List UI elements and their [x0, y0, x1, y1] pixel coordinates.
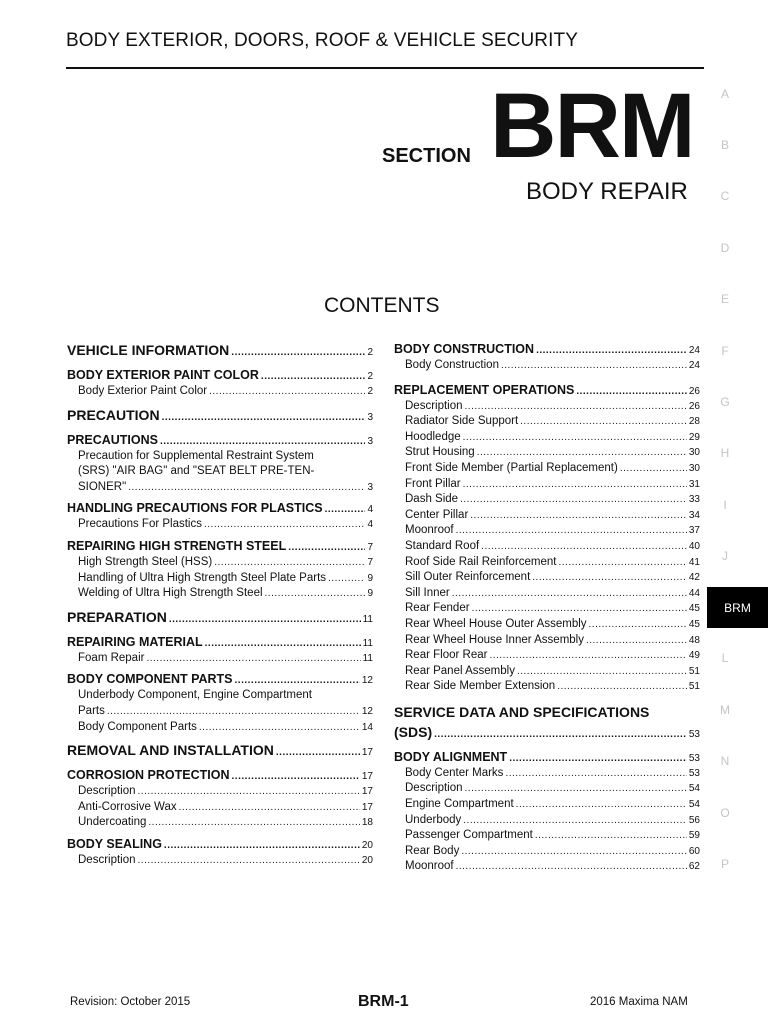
toc-entry[interactable] [394, 680, 700, 696]
index-letter[interactable]: G [720, 395, 730, 409]
toc-page: 2 [367, 347, 373, 358]
dot-leader [434, 724, 687, 740]
toc-page: 37 [688, 525, 700, 537]
toc-page: 59 [688, 830, 700, 842]
dot-leader [328, 572, 365, 584]
toc-label: HANDLING PRECAUTIONS FOR PLASTICS [67, 501, 323, 516]
toc-entry[interactable] [394, 618, 700, 634]
toc-page: 49 [688, 650, 700, 662]
section-code: BRM [490, 75, 694, 177]
dot-leader [164, 837, 360, 851]
toc-entry[interactable] [394, 798, 700, 814]
index-letter[interactable]: E [720, 292, 729, 306]
toc-label: PRECAUTION [67, 406, 160, 423]
toc-label: Description [405, 399, 463, 412]
toc-entry[interactable] [67, 768, 373, 785]
toc-label: Body Exterior Paint Color [78, 385, 208, 397]
toc-page: 3 [367, 481, 373, 493]
index-letter[interactable]: B [720, 138, 729, 152]
dot-leader [460, 493, 687, 505]
toc-entry[interactable] [67, 742, 373, 763]
dot-leader [128, 481, 365, 493]
toc-label: Anti-Corrosive Wax [78, 800, 177, 813]
toc-label: PREPARATION [67, 608, 167, 625]
dot-leader [463, 478, 687, 490]
toc-page: 20 [361, 854, 373, 866]
toc-entry[interactable] [394, 587, 700, 603]
index-letter[interactable]: J [722, 549, 728, 563]
toc-page: 17 [361, 786, 373, 798]
toc-page: 60 [688, 845, 700, 857]
dot-leader [232, 768, 360, 782]
dot-leader [276, 742, 360, 758]
toc-label: BODY COMPONENT PARTS [67, 672, 233, 687]
toc-page: 51 [688, 681, 700, 693]
toc-entry[interactable] [67, 385, 373, 401]
toc-entry[interactable] [394, 649, 700, 665]
toc-label: Roof Side Rail Reinforcement [405, 555, 557, 568]
toc-page: 9 [367, 588, 373, 600]
index-letter[interactable]: N [720, 754, 730, 768]
dot-leader [559, 556, 687, 568]
toc-entry[interactable] [67, 609, 373, 630]
toc-label: Description [78, 785, 136, 798]
toc-entry[interactable] [67, 854, 373, 870]
toc-entry[interactable] [67, 433, 373, 450]
dot-leader [179, 801, 360, 813]
toc-entry[interactable] [394, 767, 700, 783]
toc-entry[interactable] [67, 801, 373, 817]
toc-entry[interactable] [394, 860, 700, 876]
toc-label: VEHICLE INFORMATION [67, 342, 230, 358]
dot-leader [465, 400, 687, 412]
toc-page: 34 [688, 509, 700, 521]
toc-page: 26 [688, 400, 700, 412]
toc-entry[interactable] [67, 672, 373, 689]
dot-leader [509, 750, 687, 764]
toc-right-column [394, 342, 700, 876]
dot-leader [557, 680, 687, 692]
toc-label: Engine Compartment [405, 798, 514, 811]
toc-entry[interactable] [394, 342, 700, 359]
toc-page: 14 [361, 721, 373, 733]
toc-label: REPAIRING MATERIAL [67, 634, 203, 649]
manual-group-title: BODY EXTERIOR, DOORS, ROOF & VEHICLE SECURITY [66, 30, 578, 51]
toc-entry[interactable] [67, 368, 373, 385]
toc-label: REPAIRING HIGH STRENGTH STEEL [67, 538, 287, 553]
toc-label: Rear Panel Assembly [405, 664, 515, 677]
toc-page: 31 [688, 478, 700, 490]
toc-page: 3 [367, 435, 373, 447]
index-letter[interactable]: C [720, 189, 730, 203]
toc-entry[interactable] [394, 602, 700, 618]
toc-label: Rear Wheel House Inner Assembly [405, 633, 584, 646]
toc-page: 54 [688, 783, 700, 795]
dot-leader [214, 556, 365, 568]
toc-page: 11 [362, 637, 373, 649]
toc-left-column [67, 342, 373, 870]
toc-label: Hoodledge [405, 430, 461, 443]
dot-leader [535, 829, 687, 841]
dot-leader [261, 368, 366, 382]
toc-page: 4 [367, 504, 373, 516]
dot-leader [516, 798, 687, 810]
toc-label: Rear Body [405, 844, 460, 857]
toc-entry[interactable] [394, 556, 700, 572]
toc-label: Foam Repair [78, 651, 145, 664]
toc-entry[interactable] [394, 571, 700, 587]
toc-page: 30 [688, 462, 700, 474]
toc-entry[interactable] [67, 652, 373, 668]
dot-leader [162, 407, 366, 423]
toc-entry[interactable] [394, 415, 700, 431]
dot-leader [536, 342, 687, 356]
dot-leader [620, 462, 687, 474]
toc-page: 26 [688, 385, 700, 397]
toc-label: Passenger Compartment [405, 829, 533, 842]
toc-entry[interactable] [394, 383, 700, 400]
toc-page: 2 [367, 386, 373, 397]
toc-entry-line: Precaution for Supplemental Restraint System [78, 449, 314, 462]
toc-label: (SDS) [394, 723, 433, 740]
toc-entry-line: SERVICE DATA AND SPECIFICATIONS [394, 703, 650, 720]
toc-entry[interactable] [394, 782, 700, 798]
toc-page: 24 [688, 360, 700, 371]
index-letter[interactable]: D [720, 241, 730, 255]
toc-entry[interactable] [67, 587, 373, 603]
footer-model: 2016 Maxima NAM [590, 996, 688, 1008]
toc-label: SIONER" [78, 480, 127, 493]
toc-entry[interactable] [394, 462, 700, 478]
toc-entry[interactable] [67, 705, 373, 721]
toc-entry[interactable] [67, 481, 373, 497]
dot-leader [138, 785, 360, 797]
toc-entry[interactable] [67, 785, 373, 801]
toc-entry[interactable] [394, 634, 700, 650]
dot-leader [265, 587, 366, 599]
toc-label: BODY EXTERIOR PAINT COLOR [67, 368, 259, 382]
section-name: BODY REPAIR [526, 178, 688, 205]
toc-label: Front Side Member (Partial Replacement) [405, 461, 618, 474]
toc-label: Moonroof [405, 524, 454, 537]
dot-leader [463, 814, 687, 826]
dot-leader [146, 652, 360, 664]
toc-label: Front Pillar [405, 477, 461, 490]
toc-entry[interactable] [394, 814, 700, 830]
toc-entry[interactable] [394, 665, 700, 681]
toc-page: 12 [361, 705, 373, 717]
toc-page: 53 [688, 767, 700, 779]
toc-label: Precautions For Plastics [78, 518, 202, 531]
toc-page: 51 [688, 665, 700, 677]
dot-leader [532, 571, 687, 583]
dot-leader [461, 845, 687, 857]
dot-leader [470, 509, 687, 521]
section-label: SECTION [382, 145, 471, 167]
dot-leader [231, 342, 365, 358]
active-section-tab[interactable]: BRM [707, 587, 768, 628]
index-letter[interactable]: M [720, 703, 730, 717]
toc-page: 17 [361, 771, 373, 783]
toc-entry-line: Underbody Component, Engine Compartment [78, 689, 312, 702]
dot-leader [481, 540, 687, 552]
side-index [712, 0, 742, 1024]
toc-label: Center Pillar [405, 508, 469, 521]
toc-entry[interactable] [67, 342, 373, 363]
index-letter[interactable]: I [723, 498, 727, 512]
dot-leader [204, 518, 365, 530]
header-rule [66, 67, 704, 69]
toc-entry[interactable] [394, 750, 700, 767]
toc-page: 62 [688, 861, 700, 873]
toc-entry[interactable] [67, 816, 373, 832]
toc-label: Rear Fender [405, 602, 470, 615]
dot-leader [138, 854, 360, 866]
dot-leader [463, 431, 687, 443]
toc-label: Welding of Ultra High Strength Steel [78, 587, 263, 600]
toc-label: Sill Outer Reinforcement [405, 571, 531, 584]
toc-page: 11 [362, 652, 373, 664]
toc-label: Handling of Ultra High Strength Steel Plate Parts [78, 571, 327, 584]
toc-label: Moonroof [405, 860, 454, 873]
contents-heading: CONTENTS [324, 294, 440, 317]
index-letter[interactable]: H [720, 446, 730, 460]
dot-leader [288, 539, 365, 553]
toc-label: Sill Inner [405, 586, 450, 599]
toc-label: Rear Wheel House Outer Assembly [405, 617, 587, 630]
dot-leader [477, 446, 687, 458]
toc-label: High Strength Steel (HSS) [78, 555, 213, 568]
toc-page: 53 [688, 728, 700, 740]
toc-label: BODY SEALING [67, 836, 162, 851]
toc-page: 53 [688, 752, 700, 764]
dot-leader [501, 359, 687, 371]
toc-label: CORROSION PROTECTION [67, 768, 230, 783]
toc-label: Rear Side Member Extension [405, 680, 556, 693]
toc-label: Strut Housing [405, 446, 475, 459]
toc-page: 4 [367, 519, 373, 531]
index-letter[interactable]: F [721, 344, 729, 358]
dot-leader [199, 721, 360, 733]
toc-label: Underbody [405, 813, 462, 826]
toc-entry[interactable] [67, 837, 373, 854]
dot-leader [325, 501, 366, 515]
toc-page: 2 [367, 371, 373, 382]
dot-leader [586, 634, 687, 646]
toc-page: 17 [361, 747, 373, 759]
toc-label: Rear Floor Rear [405, 649, 488, 662]
footer-revision: Revision: October 2015 [70, 996, 191, 1008]
toc-entry[interactable] [394, 540, 700, 556]
dot-leader [148, 816, 359, 828]
dot-leader [456, 860, 687, 872]
toc-label: BODY CONSTRUCTION [394, 342, 535, 356]
toc-entry[interactable] [394, 359, 700, 375]
toc-entry[interactable] [67, 556, 373, 572]
toc-page: 17 [361, 801, 373, 813]
index-letter[interactable]: A [720, 87, 729, 101]
toc-label: Parts [78, 704, 105, 717]
dot-leader [465, 782, 687, 794]
toc-entry[interactable] [394, 509, 700, 525]
toc-entry[interactable] [67, 721, 373, 737]
toc-entry[interactable] [67, 635, 373, 652]
toc-entry[interactable] [67, 572, 373, 588]
toc-label: REPLACEMENT OPERATIONS [394, 382, 575, 397]
dot-leader [452, 587, 687, 599]
toc-label: PRECAUTIONS [67, 432, 158, 447]
toc-label: Body Construction [405, 359, 499, 371]
dot-leader [576, 383, 687, 397]
toc-label: Body Component Parts [78, 720, 197, 733]
toc-page: 40 [688, 540, 700, 552]
toc-page: 7 [367, 541, 373, 553]
dot-leader [209, 385, 365, 397]
toc-label: Dash Side [405, 493, 459, 506]
toc-label: Body Center Marks [405, 766, 504, 779]
dot-leader [520, 415, 687, 427]
dot-leader [589, 618, 687, 630]
dot-leader [505, 767, 686, 779]
index-letter[interactable]: L [721, 651, 729, 665]
toc-page: 7 [367, 556, 373, 568]
dot-leader [169, 609, 361, 625]
toc-page: 44 [688, 587, 700, 599]
dot-leader [235, 672, 360, 686]
toc-page: 45 [688, 618, 700, 630]
toc-entry[interactable] [394, 478, 700, 494]
toc-page: 41 [688, 556, 700, 568]
toc-page: 9 [367, 572, 373, 584]
toc-entry[interactable] [394, 446, 700, 462]
dot-leader [107, 705, 360, 717]
toc-entry[interactable] [67, 501, 373, 518]
toc-page: 48 [688, 634, 700, 646]
toc-entry[interactable] [394, 431, 700, 447]
toc-page: 54 [688, 799, 700, 811]
toc-page: 11 [362, 613, 373, 625]
toc-label: Undercoating [78, 816, 147, 829]
dot-leader [456, 524, 687, 536]
toc-entry[interactable] [394, 524, 700, 540]
toc-label: Radiator Side Support [405, 415, 519, 428]
toc-entry-line: (SRS) "AIR BAG" and "SEAT BELT PRE-TEN- [78, 465, 315, 478]
toc-entry[interactable] [394, 845, 700, 861]
toc-entry[interactable] [67, 518, 373, 534]
toc-page: 42 [688, 572, 700, 584]
toc-label: BODY ALIGNMENT [394, 749, 508, 764]
dot-leader [489, 649, 686, 661]
index-letter[interactable]: P [720, 857, 729, 871]
toc-page: 12 [361, 675, 373, 687]
footer-page-id: BRM-1 [358, 993, 409, 1010]
toc-page: 20 [361, 839, 373, 851]
toc-page: 18 [361, 817, 373, 829]
toc-page: 45 [688, 603, 700, 615]
toc-page: 30 [688, 447, 700, 459]
toc-page: 3 [367, 411, 373, 423]
toc-entry[interactable] [394, 829, 700, 845]
toc-label: REMOVAL AND INSTALLATION [67, 742, 274, 759]
toc-entry[interactable] [67, 539, 373, 556]
dot-leader [517, 665, 687, 677]
dot-leader [160, 433, 365, 447]
toc-entry[interactable] [394, 400, 700, 416]
toc-page: 33 [688, 494, 700, 506]
toc-label: Description [405, 782, 463, 795]
dot-leader [472, 602, 687, 614]
toc-label: Standard Roof [405, 539, 480, 552]
toc-entry[interactable] [67, 407, 373, 428]
toc-page: 56 [688, 814, 700, 826]
toc-page: 28 [688, 416, 700, 428]
toc-label: Description [78, 853, 136, 866]
toc-page: 24 [688, 345, 700, 356]
toc-entry[interactable] [394, 493, 700, 509]
toc-entry[interactable] [394, 724, 700, 745]
toc-page: 29 [688, 431, 700, 443]
index-letter[interactable]: O [720, 806, 730, 820]
dot-leader [205, 635, 361, 649]
